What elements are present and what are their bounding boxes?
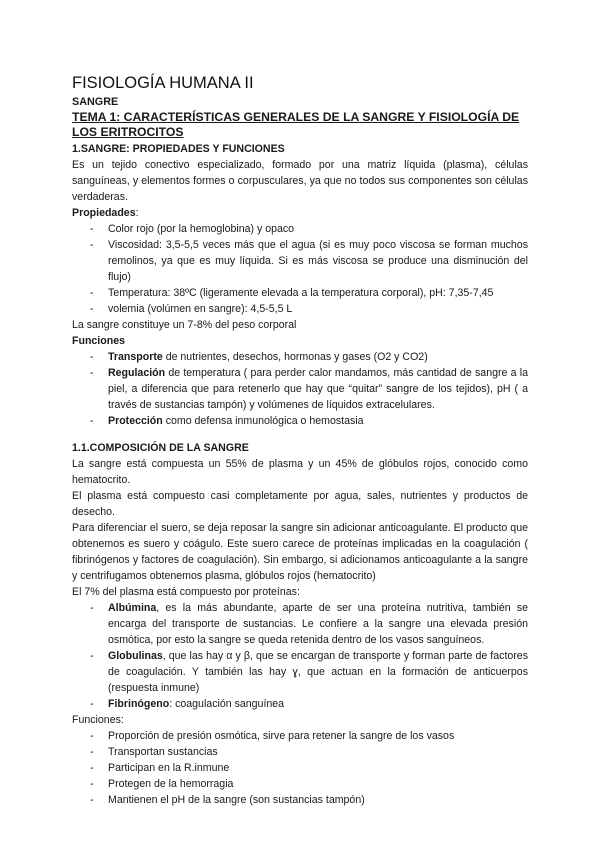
list-item: - Color rojo (por la hemoglobina) y opaco (72, 221, 528, 237)
propiedades-label: Propiedades: (72, 207, 139, 219)
list-item: - Temperatura: 38ºC (ligeramente elevada a la temperatura corporal), pH: 7,35-7,45 (72, 285, 528, 301)
list-item: - Viscosidad: 3,5-5,5 veces más que el agua (si es muy poco viscosa se forman muchos remolinos, ya que es muy líquida. Si es más viscosa se produce una disminución del flujo) (72, 237, 528, 285)
proteinas-list (72, 600, 528, 712)
term: Albúmina (108, 602, 157, 614)
list-item: - Fibrinógeno: coagulación sanguínea (72, 696, 528, 712)
list-item: - Transporte de nutrientes, desechos, hormonas y gases (O2 y CO2) (72, 349, 528, 365)
list-item: - Proporción de presión osmótica, sirve para retener la sangre de los vasos (72, 728, 528, 744)
paragraph: El plasma está compuesto casi completamente por agua, sales, nutrientes y productos de desecho. (72, 490, 528, 518)
term: Globulinas (108, 650, 163, 662)
funciones-label: Funciones (72, 335, 125, 347)
funciones-plasma-list (72, 728, 528, 808)
list-item: - Transportan sustancias (72, 744, 528, 760)
list-item: - Participan en la R.inmune (72, 760, 528, 776)
term: Transporte (108, 351, 163, 363)
section-1-intro: Es un tejido conectivo especializado, formado por una matriz líquida (plasma), células sanguíneas, y elementos formes o corpusculares, ya que no todos sus componentes son células verdaderas. (72, 159, 528, 203)
term: Regulación (108, 367, 166, 379)
list-item: - volemia (volúmen en sangre): 4,5-5,5 L (72, 301, 528, 317)
document-title: FISIOLOGÍA HUMANA II (72, 74, 254, 92)
paragraph: El 7% del plasma está compuesto por proteínas: (72, 586, 300, 598)
list-item: - Albúmina, es la más abundante, aparte de ser una proteína nutritiva, también se encarga del transporte de sustancias. Le confiere a la sangre una elevada presión osmótica, por esto la sangre se queda retenida dentro de los vasos sanguíneos. (72, 600, 528, 648)
propiedades-list (72, 221, 528, 317)
list-item: - Mantienen el pH de la sangre (son sustancias tampón) (72, 792, 528, 808)
list-item: - Globulinas, que las hay α y β, que se encargan de transporte y forman parte de factores de coagulación. Y también las hay ɣ, que actuan en la formación de anticuerpos (respuesta inmune) (72, 648, 528, 696)
funciones-plasma-label: Funciones: (72, 714, 124, 726)
peso-note: La sangre constituye un 7-8% del peso corporal (72, 319, 297, 331)
funciones-list (72, 349, 528, 429)
section-1-heading: 1.SANGRE: PROPIEDADES Y FUNCIONES (72, 143, 285, 155)
paragraph: Para diferenciar el suero, se deja reposar la sangre sin adicionar anticoagulante. El producto que obtenemos es suero y coágulo. Este suero carece de proteínas implicadas en la coagulación ( fibrinógenos y factores de coagulación). Sin embargo, si adicionamos anticoagulante a la sangre y centrifugamos obtenemos plasma, glóbulos rojos (hematocrito) (72, 522, 528, 582)
tema-heading: TEMA 1: CARACTERÍSTICAS GENERALES DE LA SANGRE Y FISIOLOGÍA DE LOS ERITROCITOS (72, 110, 520, 139)
term: Protección (108, 415, 163, 427)
list-item: - Regulación de temperatura ( para perder calor mandamos, más cantidad de sangre a la piel, a diferencia que para retenerlo que hay que “quitar” sangre de los tejidos), pH ( a través de sustancias tampón) y volúmenes de líquidos extracelulares. (72, 365, 528, 413)
paragraph: La sangre está compuesta un 55% de plasma y un 45% de glóbulos rojos, conocido como hematocrito. (72, 458, 528, 486)
list-item: - Protección como defensa inmunológica o hemostasia (72, 413, 528, 429)
section-1-1-heading: 1.1.COMPOSICIÓN DE LA SANGRE (72, 442, 249, 454)
term: Fibrinógeno (108, 698, 170, 710)
list-item: - Protegen de la hemorragia (72, 776, 528, 792)
subject-heading: SANGRE (72, 96, 119, 108)
